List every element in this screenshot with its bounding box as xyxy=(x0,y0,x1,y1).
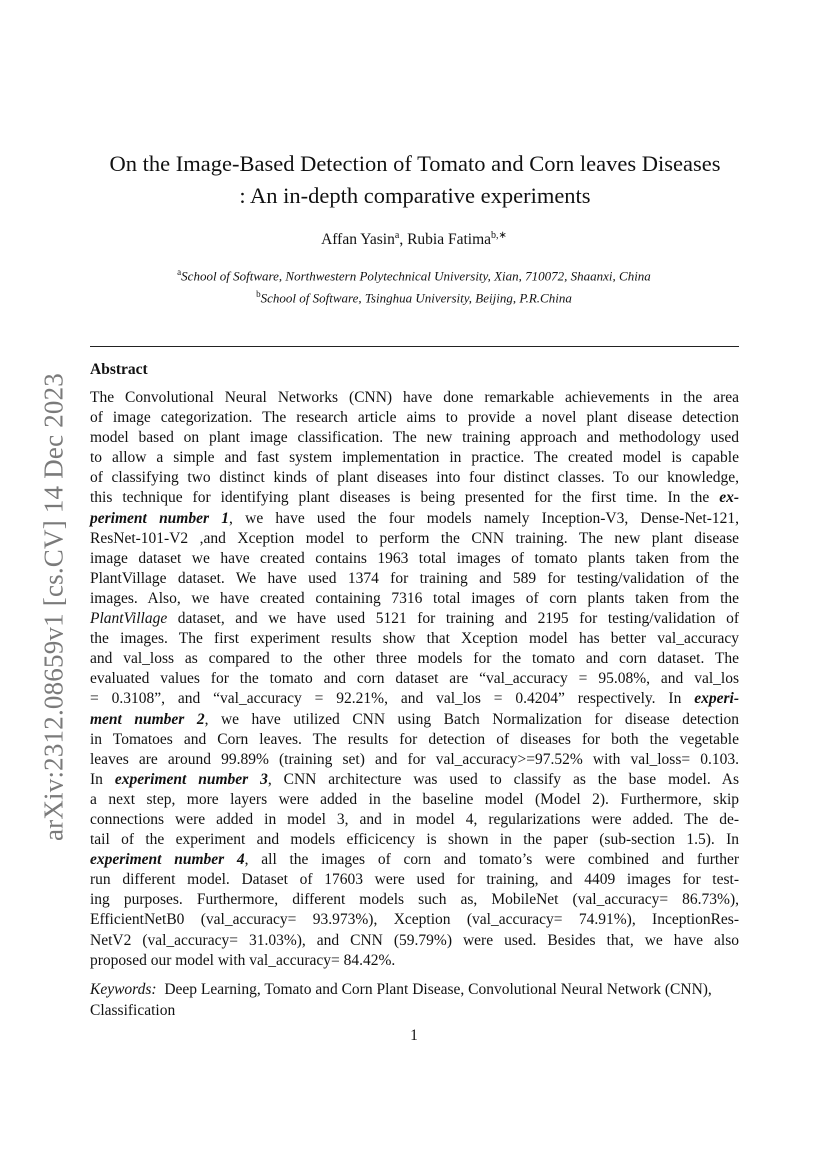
abstract-text: proposed our model with val_accuracy= 84.42%. xyxy=(90,951,396,969)
abstract-line xyxy=(90,388,739,408)
abstract-text: The Convolutional Neural Networks (CNN) have done remarkable achievements in the area xyxy=(90,389,739,406)
abstract-text: in Tomatoes and Corn leaves. The results for detection of diseases for both the vegetable xyxy=(90,730,739,748)
abstract-text: the images. The first experiment results show that Xception model has better val_accuracy xyxy=(90,630,739,648)
paper-title xyxy=(60,148,770,212)
emphasized-phrase: periment number 1 xyxy=(90,509,230,527)
author-list xyxy=(0,230,828,249)
italic-phrase: PlantVillage xyxy=(90,610,168,628)
abstract-text: run different model. Dataset of 17603 were used for training, and 4409 images for test- xyxy=(90,871,739,889)
abstract-line xyxy=(90,408,739,428)
abstract-line xyxy=(90,730,739,750)
author-name: Affan Yasin xyxy=(321,231,395,249)
keywords-label: Keywords: xyxy=(90,981,157,998)
abstract-line xyxy=(90,669,739,689)
abstract-text: to allow a simple and fast system implementation in practice. The created model is capable xyxy=(90,449,739,467)
affiliation-mark: a xyxy=(177,267,182,277)
emphasized-phrase: ex- xyxy=(719,489,739,507)
abstract-text: of classifying two distinct kinds of plant diseases into four distinct classes. To our knowledge, xyxy=(90,469,739,487)
abstract-divider xyxy=(90,346,739,347)
abstract-line xyxy=(90,428,739,448)
author-separator: , xyxy=(399,231,408,249)
abstract-text: ResNet-101-V2 ,and Xception model to perform the CNN training. The new plant disease xyxy=(90,529,739,547)
keywords xyxy=(90,980,739,1021)
abstract-text: ing purposes. Furthermore, different models such as, MobileNet (val_accuracy= 86.73%), xyxy=(90,891,739,909)
abstract-text: In xyxy=(90,770,115,788)
author-affiliation-mark: a xyxy=(394,230,400,241)
abstract-body xyxy=(90,388,739,971)
abstract-text: = 0.3108”, and “val_accuracy = 92.21%, and val_los = 0.4204” respectively. In xyxy=(90,690,695,708)
abstract-text: , CNN architecture was used to classify as the base model. As xyxy=(267,770,740,788)
abstract-line xyxy=(90,589,739,609)
abstract-line xyxy=(90,649,739,669)
abstract-text: of image categorization. The research article aims to provide a novel plant disease detection xyxy=(90,409,739,427)
author-name: Rubia Fatima xyxy=(407,231,492,249)
abstract-line xyxy=(90,870,739,890)
arxiv-identifier-text: arXiv:2312.08659v1 [cs.CV] 14 Dec 2023 xyxy=(38,372,69,842)
abstract-line xyxy=(90,689,739,709)
abstract-line xyxy=(90,790,739,810)
affiliation-list xyxy=(0,263,828,308)
abstract-text: dataset, and we have used 5121 for training and 2195 for testing/validation of xyxy=(167,610,739,628)
abstract-line xyxy=(90,448,739,468)
abstract-line xyxy=(90,750,739,770)
abstract-text: tail of the experiment and models efficicency is shown in the paper (sub-section 1.5). In xyxy=(90,831,739,849)
abstract-line xyxy=(90,890,739,910)
abstract-text: model based on plant image classification. The new training approach and methodology used xyxy=(90,429,739,447)
abstract-line xyxy=(90,931,739,951)
abstract-text: evaluated values for the tomato and corn dataset are “val_accuracy = 95.08%, and val_los xyxy=(90,670,739,688)
emphasized-phrase: experiment number 3 xyxy=(114,770,268,788)
emphasized-phrase: experi- xyxy=(694,690,739,708)
abstract-text: connections were added in model 3, and in model 4, regularizations were added. The de- xyxy=(90,810,739,828)
abstract-line xyxy=(90,910,739,930)
abstract-text: images. Also, we have created containing 7316 total images of corn plants taken from the xyxy=(90,589,739,607)
page-number: 1 xyxy=(410,1027,418,1044)
abstract-line xyxy=(90,710,739,730)
abstract-line xyxy=(90,509,739,529)
abstract-line xyxy=(90,549,739,569)
abstract-line xyxy=(90,629,739,649)
abstract-text: , we have used the four models namely Inception-V3, Dense-Net-121, xyxy=(229,509,739,527)
abstract-text: PlantVillage dataset. We have used 1374 for training and 589 for testing/validation of the xyxy=(90,569,739,587)
abstract-text: , we have utilized CNN using Batch Normalization for disease detection xyxy=(204,710,739,728)
abstract-text: and val_loss as compared to the other three models for the tomato and corn dataset. The xyxy=(90,650,739,668)
abstract-line xyxy=(90,770,739,790)
abstract-text: leaves are around 99.89% (training set) and for val_accuracy>=97.52% with val_loss= 0.103. xyxy=(90,750,739,768)
abstract-line xyxy=(90,488,739,508)
abstract-text: EfficientNetB0 (val_accuracy= 93.973%), Xception (val_accuracy= 74.91%), InceptionRes- xyxy=(90,911,739,929)
affiliation-text: School of Software, Northwestern Polytechnical University, Xian, 710072, Shaanxi, China xyxy=(181,268,651,284)
abstract-text: a next step, more layers were added in the baseline model (Model 2). Furthermore, skip xyxy=(90,790,739,808)
abstract-line xyxy=(90,569,739,589)
author-affiliation-mark: b,∗ xyxy=(491,230,507,241)
abstract-line xyxy=(90,830,739,850)
keywords-text: Deep Learning, Tomato and Corn Plant Disease, Convolutional Neural Network (CNN), Classification xyxy=(90,981,712,1019)
abstract-text: NetV2 (val_accuracy= 31.03%), and CNN (59.79%) were used. Besides that, we have also xyxy=(90,931,739,949)
abstract-line xyxy=(90,609,739,629)
abstract-line xyxy=(90,810,739,830)
abstract-text: , all the images of corn and tomato’s were combined and further xyxy=(244,851,740,869)
affiliation-mark: b xyxy=(256,289,261,300)
abstract-heading: Abstract xyxy=(90,361,148,378)
emphasized-phrase: experiment number 4 xyxy=(90,851,245,869)
emphasized-phrase: ment number 2 xyxy=(90,710,205,728)
affiliation-text: School of Software, Tsinghua University, Beijing, P.R.China xyxy=(260,290,572,306)
abstract-line xyxy=(90,951,739,971)
abstract-line xyxy=(90,529,739,549)
affiliation-a xyxy=(0,263,828,285)
abstract-line xyxy=(90,468,739,488)
paper-title-line-1: On the Image-Based Detection of Tomato and Corn leaves Diseases xyxy=(109,151,721,176)
paper-title-line-2: : An in-depth comparative experiments xyxy=(239,183,591,208)
abstract-text: image dataset we have created contains 1963 total images of tomato plants taken from the xyxy=(90,549,739,567)
abstract-text: this technique for identifying plant diseases is being presented for the first time. In the xyxy=(90,489,720,507)
affiliation-b xyxy=(0,285,828,307)
abstract-line xyxy=(90,850,739,870)
